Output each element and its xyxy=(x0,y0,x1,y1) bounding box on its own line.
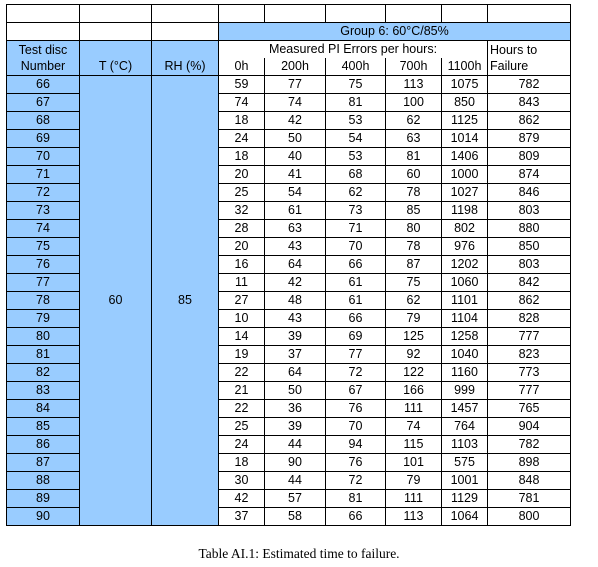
error-count-cell-h200: 74 xyxy=(265,94,326,112)
error-count-cell-h1100: 764 xyxy=(442,418,488,436)
header-time-400h: 400h xyxy=(326,58,386,76)
error-count-cell-h200: 41 xyxy=(265,166,326,184)
error-count-cell-h1100: 1075 xyxy=(442,76,488,94)
error-count-cell-h700: 74 xyxy=(386,418,442,436)
error-count-cell-h0: 25 xyxy=(219,184,265,202)
header-measured: Measured PI Errors per hours: xyxy=(219,41,488,59)
empty-cell xyxy=(326,5,386,23)
error-count-cell-h0: 74 xyxy=(219,94,265,112)
hours-to-failure-cell: 803 xyxy=(488,202,571,220)
error-count-cell-h0: 30 xyxy=(219,472,265,490)
error-count-cell-h700: 75 xyxy=(386,274,442,292)
empty-cell xyxy=(152,23,219,41)
hours-to-failure-cell: 862 xyxy=(488,292,571,310)
error-count-cell-h700: 79 xyxy=(386,472,442,490)
error-count-cell-h0: 18 xyxy=(219,112,265,130)
error-count-cell-h700: 113 xyxy=(386,508,442,526)
hours-to-failure-cell: 862 xyxy=(488,112,571,130)
header-hours-to-failure xyxy=(488,41,571,76)
error-count-cell-h1100: 1104 xyxy=(442,310,488,328)
empty-cell xyxy=(80,23,152,41)
error-count-cell-h700: 60 xyxy=(386,166,442,184)
error-count-cell-h200: 40 xyxy=(265,148,326,166)
error-count-cell-h1100: 1202 xyxy=(442,256,488,274)
error-count-cell-h1100: 802 xyxy=(442,220,488,238)
error-count-cell-h1100: 1001 xyxy=(442,472,488,490)
disc-number-cell: 74 xyxy=(7,220,80,238)
error-count-cell-h200: 50 xyxy=(265,130,326,148)
error-count-cell-h200: 42 xyxy=(265,112,326,130)
error-count-cell-h0: 16 xyxy=(219,256,265,274)
error-count-cell-h400: 72 xyxy=(326,472,386,490)
error-count-cell-h1100: 1129 xyxy=(442,490,488,508)
error-count-cell-h1100: 1040 xyxy=(442,346,488,364)
header-time-700h: 700h xyxy=(386,58,442,76)
header-time-1100h: 1100h xyxy=(442,58,488,76)
error-count-cell-h1100: 1101 xyxy=(442,292,488,310)
disc-number-cell: 70 xyxy=(7,148,80,166)
disc-number-cell: 82 xyxy=(7,364,80,382)
error-count-cell-h700: 63 xyxy=(386,130,442,148)
error-count-cell-h400: 77 xyxy=(326,346,386,364)
error-count-cell-h0: 42 xyxy=(219,490,265,508)
hours-to-failure-cell: 781 xyxy=(488,490,571,508)
disc-number-cell: 86 xyxy=(7,436,80,454)
error-count-cell-h200: 64 xyxy=(265,364,326,382)
disc-number-cell: 79 xyxy=(7,310,80,328)
disc-number-cell: 68 xyxy=(7,112,80,130)
error-count-cell-h1100: 1014 xyxy=(442,130,488,148)
humidity-cell: 85 xyxy=(152,76,219,526)
error-count-cell-h1100: 1125 xyxy=(442,112,488,130)
empty-cell xyxy=(7,23,80,41)
error-count-cell-h0: 37 xyxy=(219,508,265,526)
disc-number-cell: 89 xyxy=(7,490,80,508)
failure-time-table xyxy=(6,4,571,526)
error-count-cell-h200: 43 xyxy=(265,238,326,256)
header-temp: T (°C) xyxy=(80,41,152,76)
error-count-cell-h1100: 1103 xyxy=(442,436,488,454)
empty-cell xyxy=(265,5,326,23)
disc-number-cell: 83 xyxy=(7,382,80,400)
error-count-cell-h700: 62 xyxy=(386,292,442,310)
error-count-cell-h400: 81 xyxy=(326,94,386,112)
error-count-cell-h400: 70 xyxy=(326,238,386,256)
error-count-cell-h1100: 1198 xyxy=(442,202,488,220)
error-count-cell-h700: 81 xyxy=(386,148,442,166)
table-caption: Table AI.1: Estimated time to failure. xyxy=(198,546,400,561)
error-count-cell-h1100: 1258 xyxy=(442,328,488,346)
error-count-cell-h400: 67 xyxy=(326,382,386,400)
empty-cell xyxy=(219,5,265,23)
error-count-cell-h400: 66 xyxy=(326,256,386,274)
error-count-cell-h700: 87 xyxy=(386,256,442,274)
disc-number-cell: 71 xyxy=(7,166,80,184)
hours-to-failure-cell: 898 xyxy=(488,454,571,472)
disc-number-cell: 80 xyxy=(7,328,80,346)
error-count-cell-h0: 32 xyxy=(219,202,265,220)
error-count-cell-h700: 92 xyxy=(386,346,442,364)
error-count-cell-h400: 71 xyxy=(326,220,386,238)
error-count-cell-h400: 72 xyxy=(326,364,386,382)
error-count-cell-h700: 166 xyxy=(386,382,442,400)
error-count-cell-h200: 48 xyxy=(265,292,326,310)
error-count-cell-h200: 63 xyxy=(265,220,326,238)
hours-to-failure-cell: 809 xyxy=(488,148,571,166)
disc-number-cell: 72 xyxy=(7,184,80,202)
error-count-cell-h0: 22 xyxy=(219,364,265,382)
empty-cell xyxy=(80,5,152,23)
error-count-cell-h700: 78 xyxy=(386,238,442,256)
hours-to-failure-cell: 800 xyxy=(488,508,571,526)
header-hours-line2: Failure xyxy=(490,59,529,73)
disc-number-cell: 85 xyxy=(7,418,80,436)
error-count-cell-h200: 39 xyxy=(265,418,326,436)
error-count-cell-h200: 44 xyxy=(265,436,326,454)
hours-to-failure-cell: 904 xyxy=(488,418,571,436)
disc-number-cell: 88 xyxy=(7,472,80,490)
error-count-cell-h0: 18 xyxy=(219,454,265,472)
hours-to-failure-cell: 843 xyxy=(488,94,571,112)
table-row xyxy=(7,76,571,94)
error-count-cell-h200: 43 xyxy=(265,310,326,328)
error-count-cell-h400: 66 xyxy=(326,508,386,526)
empty-cell xyxy=(442,5,488,23)
error-count-cell-h200: 37 xyxy=(265,346,326,364)
error-count-cell-h1100: 1027 xyxy=(442,184,488,202)
error-count-cell-h200: 50 xyxy=(265,382,326,400)
hours-to-failure-cell: 777 xyxy=(488,382,571,400)
error-count-cell-h200: 77 xyxy=(265,76,326,94)
group-title: Group 6: 60°C/85% xyxy=(219,23,571,41)
disc-number-cell: 84 xyxy=(7,400,80,418)
group-title-row xyxy=(7,23,571,41)
error-count-cell-h700: 111 xyxy=(386,490,442,508)
error-count-cell-h700: 122 xyxy=(386,364,442,382)
error-count-cell-h700: 78 xyxy=(386,184,442,202)
header-row-1 xyxy=(7,41,571,59)
error-count-cell-h0: 27 xyxy=(219,292,265,310)
error-count-cell-h700: 113 xyxy=(386,76,442,94)
error-count-cell-h200: 42 xyxy=(265,274,326,292)
error-count-cell-h0: 28 xyxy=(219,220,265,238)
error-count-cell-h0: 22 xyxy=(219,400,265,418)
disc-number-cell: 77 xyxy=(7,274,80,292)
hours-to-failure-cell: 874 xyxy=(488,166,571,184)
error-count-cell-h1100: 850 xyxy=(442,94,488,112)
header-test-disc-line1: Test disc xyxy=(18,43,68,57)
error-count-cell-h1100: 1406 xyxy=(442,148,488,166)
error-count-cell-h0: 10 xyxy=(219,310,265,328)
hours-to-failure-cell: 777 xyxy=(488,328,571,346)
header-hours-line1: Hours to xyxy=(490,43,538,57)
data-table-wrapper xyxy=(6,4,571,526)
header-test-disc-line2: Number xyxy=(20,59,66,73)
hours-to-failure-cell: 773 xyxy=(488,364,571,382)
hours-to-failure-cell: 848 xyxy=(488,472,571,490)
disc-number-cell: 67 xyxy=(7,94,80,112)
error-count-cell-h1100: 1060 xyxy=(442,274,488,292)
header-rh: RH (%) xyxy=(152,41,219,76)
error-count-cell-h700: 125 xyxy=(386,328,442,346)
error-count-cell-h400: 61 xyxy=(326,292,386,310)
error-count-cell-h700: 62 xyxy=(386,112,442,130)
error-count-cell-h400: 66 xyxy=(326,310,386,328)
error-count-cell-h400: 70 xyxy=(326,418,386,436)
error-count-cell-h200: 61 xyxy=(265,202,326,220)
error-count-cell-h0: 59 xyxy=(219,76,265,94)
hours-to-failure-cell: 823 xyxy=(488,346,571,364)
error-count-cell-h400: 94 xyxy=(326,436,386,454)
disc-number-cell: 78 xyxy=(7,292,80,310)
disc-number-cell: 66 xyxy=(7,76,80,94)
error-count-cell-h400: 61 xyxy=(326,274,386,292)
hours-to-failure-cell: 879 xyxy=(488,130,571,148)
empty-cell xyxy=(386,5,442,23)
error-count-cell-h0: 20 xyxy=(219,166,265,184)
error-count-cell-h700: 80 xyxy=(386,220,442,238)
hours-to-failure-cell: 846 xyxy=(488,184,571,202)
error-count-cell-h0: 19 xyxy=(219,346,265,364)
error-count-cell-h400: 68 xyxy=(326,166,386,184)
error-count-cell-h0: 14 xyxy=(219,328,265,346)
hours-to-failure-cell: 842 xyxy=(488,274,571,292)
hours-to-failure-cell: 880 xyxy=(488,220,571,238)
error-count-cell-h1100: 1160 xyxy=(442,364,488,382)
error-count-cell-h400: 81 xyxy=(326,490,386,508)
error-count-cell-h1100: 1457 xyxy=(442,400,488,418)
error-count-cell-h0: 25 xyxy=(219,418,265,436)
error-count-cell-h700: 111 xyxy=(386,400,442,418)
error-count-cell-h1100: 575 xyxy=(442,454,488,472)
error-count-cell-h700: 101 xyxy=(386,454,442,472)
header-time-200h: 200h xyxy=(265,58,326,76)
disc-number-cell: 90 xyxy=(7,508,80,526)
empty-top-row xyxy=(7,5,571,23)
error-count-cell-h0: 11 xyxy=(219,274,265,292)
header-time-0h: 0h xyxy=(219,58,265,76)
disc-number-cell: 76 xyxy=(7,256,80,274)
empty-cell xyxy=(7,5,80,23)
temperature-cell: 60 xyxy=(80,76,152,526)
error-count-cell-h200: 58 xyxy=(265,508,326,526)
error-count-cell-h700: 115 xyxy=(386,436,442,454)
error-count-cell-h700: 100 xyxy=(386,94,442,112)
error-count-cell-h200: 54 xyxy=(265,184,326,202)
disc-number-cell: 87 xyxy=(7,454,80,472)
error-count-cell-h0: 21 xyxy=(219,382,265,400)
empty-cell xyxy=(152,5,219,23)
hours-to-failure-cell: 828 xyxy=(488,310,571,328)
hours-to-failure-cell: 782 xyxy=(488,436,571,454)
error-count-cell-h200: 64 xyxy=(265,256,326,274)
hours-to-failure-cell: 765 xyxy=(488,400,571,418)
error-count-cell-h400: 62 xyxy=(326,184,386,202)
error-count-cell-h700: 79 xyxy=(386,310,442,328)
error-count-cell-h400: 73 xyxy=(326,202,386,220)
empty-cell xyxy=(488,5,571,23)
hours-to-failure-cell: 850 xyxy=(488,238,571,256)
error-count-cell-h0: 18 xyxy=(219,148,265,166)
disc-number-cell: 73 xyxy=(7,202,80,220)
disc-number-cell: 81 xyxy=(7,346,80,364)
header-test-disc xyxy=(7,41,80,76)
error-count-cell-h1100: 1064 xyxy=(442,508,488,526)
disc-number-cell: 75 xyxy=(7,238,80,256)
error-count-cell-h0: 24 xyxy=(219,130,265,148)
error-count-cell-h200: 44 xyxy=(265,472,326,490)
error-count-cell-h400: 54 xyxy=(326,130,386,148)
error-count-cell-h1100: 1000 xyxy=(442,166,488,184)
error-count-cell-h400: 53 xyxy=(326,112,386,130)
error-count-cell-h0: 20 xyxy=(219,238,265,256)
error-count-cell-h400: 76 xyxy=(326,454,386,472)
error-count-cell-h1100: 999 xyxy=(442,382,488,400)
error-count-cell-h1100: 976 xyxy=(442,238,488,256)
error-count-cell-h200: 90 xyxy=(265,454,326,472)
error-count-cell-h400: 76 xyxy=(326,400,386,418)
hours-to-failure-cell: 803 xyxy=(488,256,571,274)
error-count-cell-h200: 39 xyxy=(265,328,326,346)
error-count-cell-h400: 69 xyxy=(326,328,386,346)
disc-number-cell: 69 xyxy=(7,130,80,148)
error-count-cell-h400: 53 xyxy=(326,148,386,166)
error-count-cell-h0: 24 xyxy=(219,436,265,454)
error-count-cell-h200: 36 xyxy=(265,400,326,418)
error-count-cell-h700: 85 xyxy=(386,202,442,220)
hours-to-failure-cell: 782 xyxy=(488,76,571,94)
error-count-cell-h400: 75 xyxy=(326,76,386,94)
error-count-cell-h200: 57 xyxy=(265,490,326,508)
